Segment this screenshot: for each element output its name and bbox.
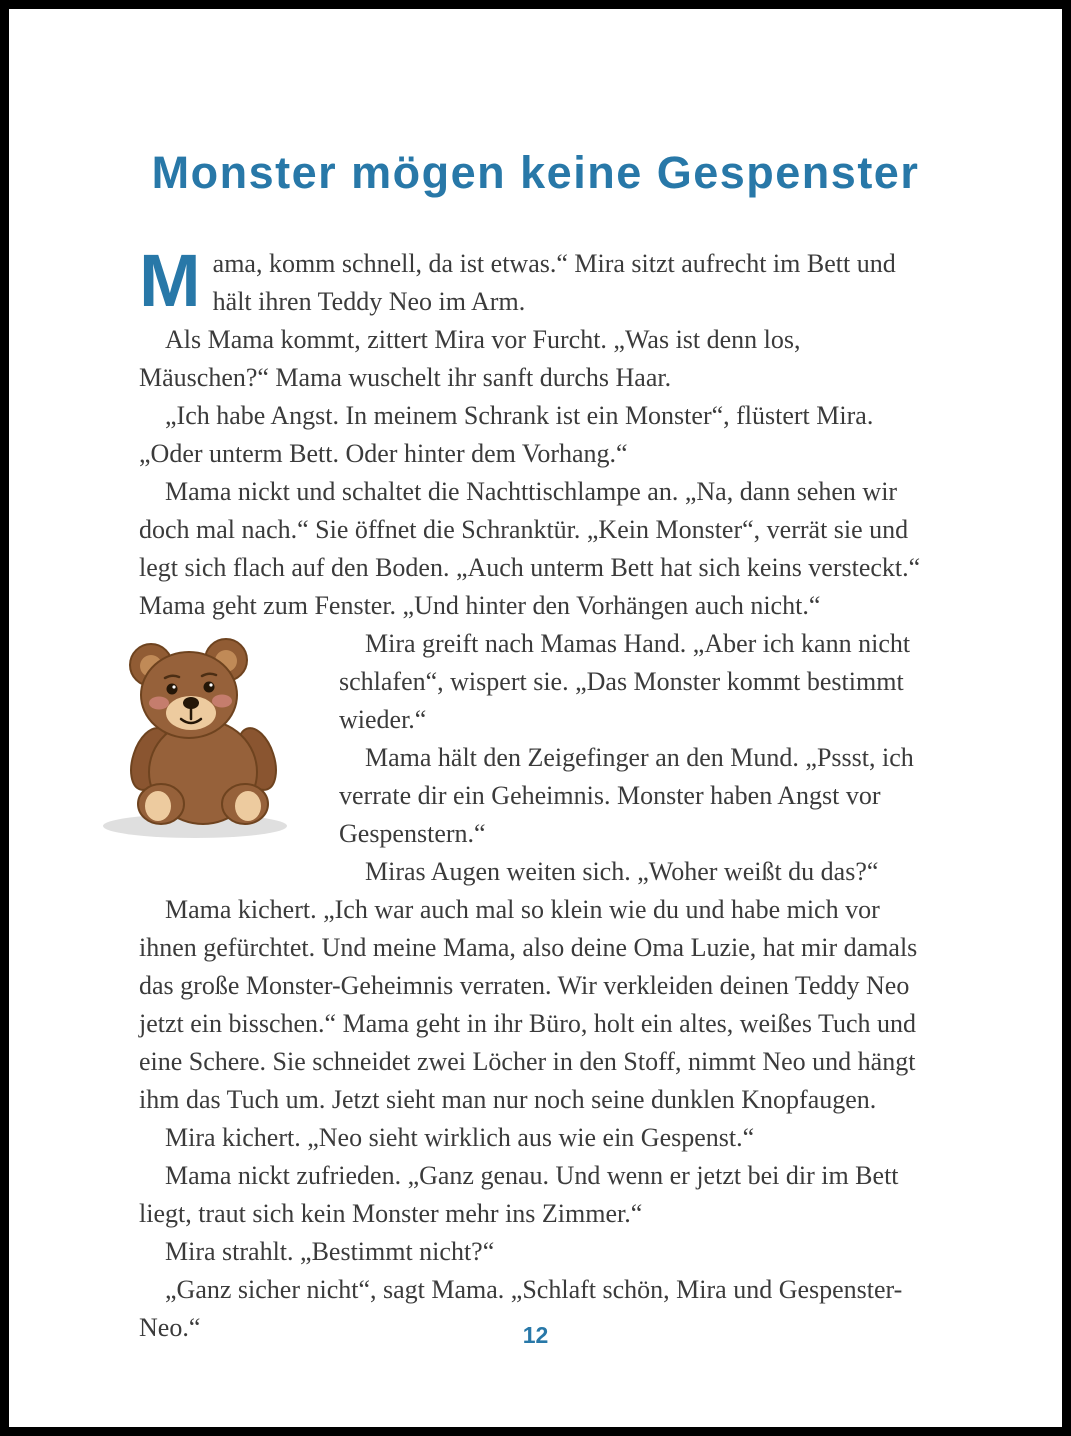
paragraph bbox=[139, 239, 932, 322]
paragraph: „Ganz sicher nicht“, sagt Mama. „Schlaft schön, Mira und Gespenster-Neo.“ bbox=[139, 1275, 903, 1342]
paragraph: Mama hält den Zeigefinger an den Mund. „Pssst, ich verrate dir ein Geheimnis. Monster haben Angst vor Gespenstern.“ bbox=[339, 743, 914, 848]
paragraph: Mira strahlt. „Bestimmt nicht?“ bbox=[165, 1237, 495, 1266]
paragraph: Mama kichert. „Ich war auch mal so klein wie du und habe mich vor ihnen gefürchtet. Und meine Mama, also deine Oma Luzie, hat mir damals das große Monster-Geheimnis verraten. Wir verkleiden deinen Teddy Neo jetzt ein bisschen.“ Mama geht in ihr Büro, holt ein altes, weißes Tuch und eine Schere. Sie schneidet zwei Löcher in den Stoff, nimmt Neo und hängt ihm das Tuch um. Jetzt sieht man nur noch seine dunklen Knopfaugen. bbox=[139, 895, 918, 1114]
page-number: 12 bbox=[522, 1322, 549, 1348]
paragraph: Mira greift nach Mamas Hand. „Aber ich kann nicht schlafen“, wispert sie. „Das Monster kommt bestimmt wieder.“ bbox=[339, 629, 911, 734]
page-content bbox=[9, 147, 1062, 1347]
paragraph: Mira kichert. „Neo sieht wirklich aus wie ein Gespenst.“ bbox=[165, 1123, 755, 1152]
paragraph: Mama nickt und schaltet die Nachttischlampe an. „Na, dann sehen wir doch mal nach.“ Sie öffnet die Schranktür. „Kein Monster“, verrät sie und legt sich flach auf den Boden. „Auch unterm Bett hat sich keins versteckt.“ Mama geht zum Fenster. „Und hinter den Vorhängen auch nicht.“ bbox=[139, 477, 921, 620]
paragraph-text: ama, komm schnell, da ist etwas.“ Mira sitzt aufrecht im Bett und hält ihren Teddy Neo im Arm. bbox=[212, 249, 896, 316]
paragraph: Miras Augen weiten sich. „Woher weißt du das?“ bbox=[365, 857, 879, 886]
chapter-title: Monster mögen keine Gespenster bbox=[151, 147, 920, 198]
story-text bbox=[139, 239, 932, 1347]
paragraph: Als Mama kommt, zittert Mira vor Furcht. „Was ist denn los, Mäuschen?“ Mama wuschelt ihr sanft durchs Haar. bbox=[139, 325, 801, 392]
drop-cap: M bbox=[139, 239, 201, 322]
teddy-bear-illustration bbox=[95, 631, 317, 863]
paragraph: Mama nickt zufrieden. „Ganz genau. Und wenn er jetzt bei dir im Bett liegt, traut sich kein Monster mehr ins Zimmer.“ bbox=[139, 1161, 899, 1228]
paragraph: „Ich habe Angst. In meinem Schrank ist ein Monster“, flüstert Mira. „Oder unterm Bett. Oder hinter dem Vorhang.“ bbox=[139, 401, 874, 468]
